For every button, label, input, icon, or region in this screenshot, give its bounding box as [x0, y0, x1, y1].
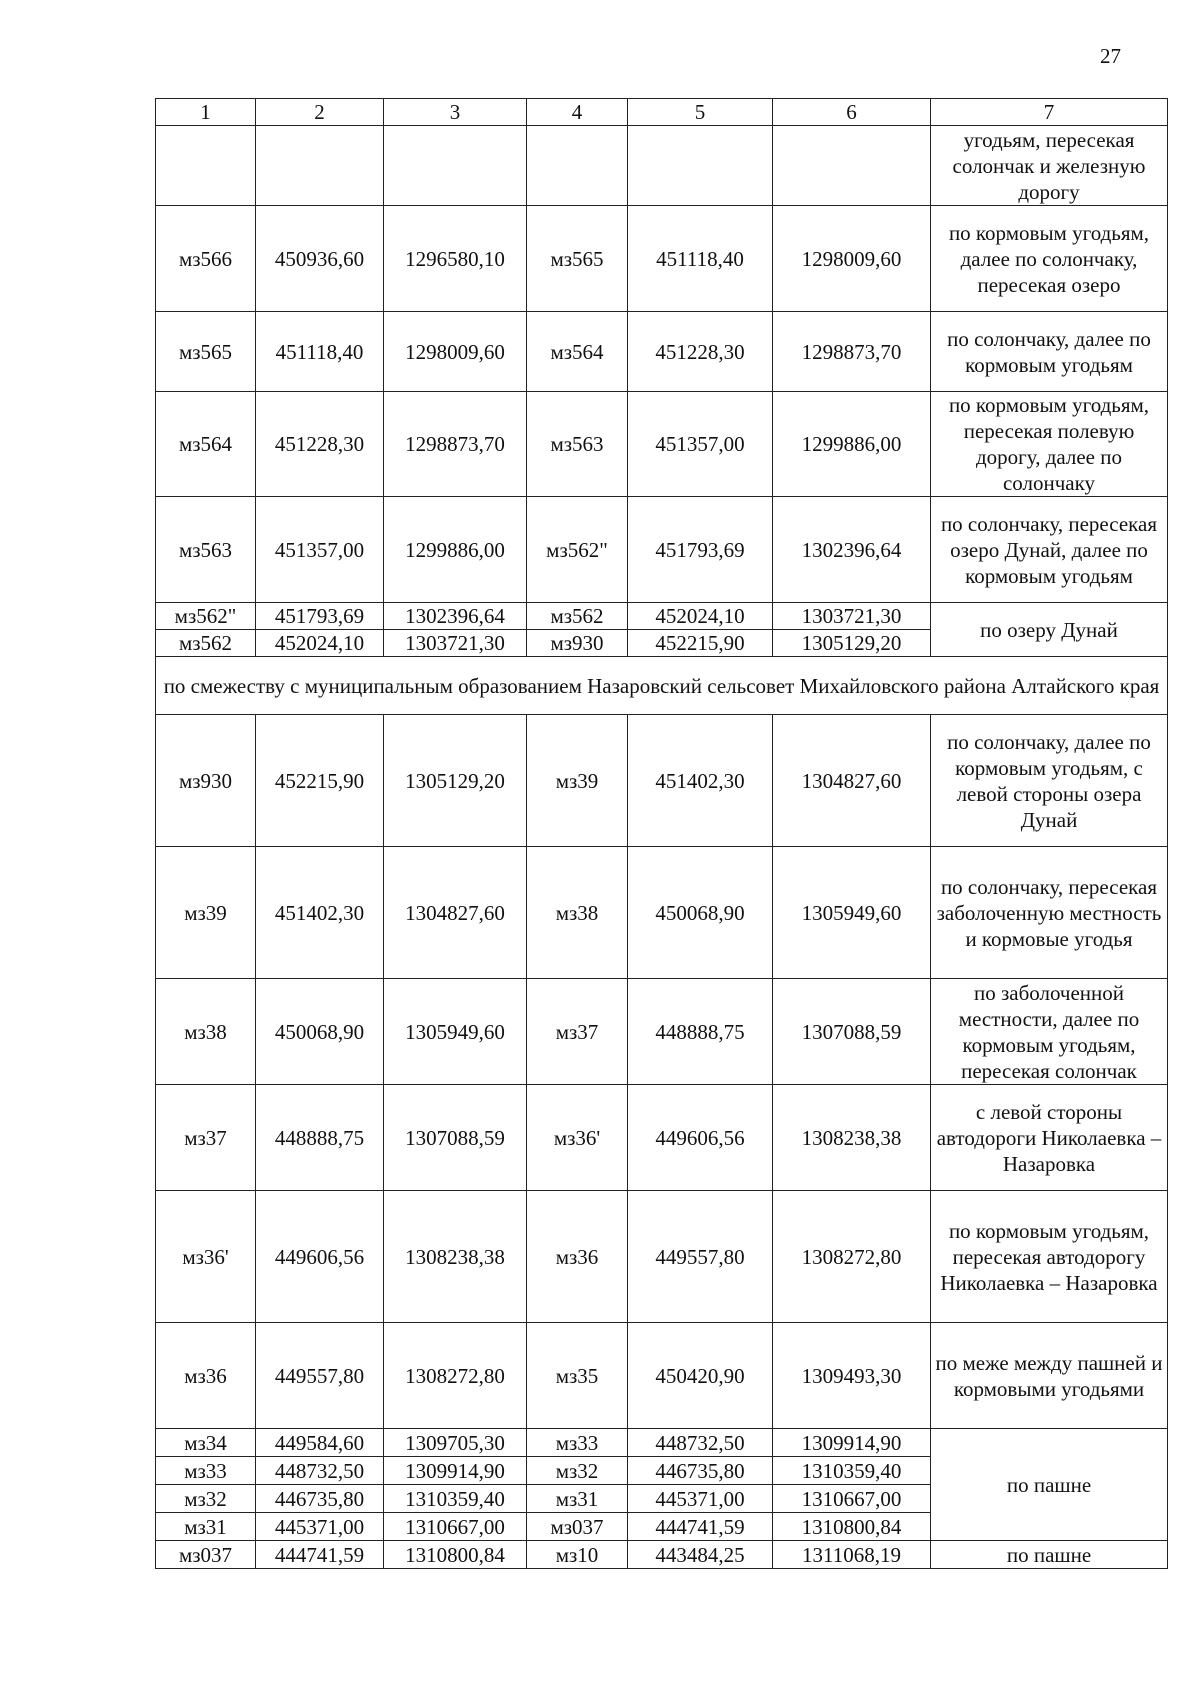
header-cell: 2	[256, 99, 384, 126]
x-from: 449584,60	[256, 1429, 384, 1457]
point-to: мз037	[527, 1513, 628, 1541]
point-to: мз31	[527, 1485, 628, 1513]
x-from	[256, 126, 384, 206]
x-to: 451357,00	[628, 392, 773, 497]
boundary-description: по солончаку, далее по кормовым угодьям, с левой стороны озера Дунай	[931, 715, 1168, 847]
y-from: 1302396,64	[384, 603, 527, 630]
x-from: 452024,10	[256, 630, 384, 657]
header-cell: 5	[628, 99, 773, 126]
point-from: мз36'	[156, 1191, 256, 1323]
x-from: 451228,30	[256, 392, 384, 497]
x-to: 448732,50	[628, 1429, 773, 1457]
y-to: 1309914,90	[773, 1429, 931, 1457]
table-row	[156, 392, 1168, 497]
point-to: мз36	[527, 1191, 628, 1323]
x-from: 445371,00	[256, 1513, 384, 1541]
y-to: 1299886,00	[773, 392, 931, 497]
y-to: 1309493,30	[773, 1323, 931, 1429]
point-from: мз31	[156, 1513, 256, 1541]
point-to: мз39	[527, 715, 628, 847]
boundary-description: по кормовым угодьям, пересекая полевую дорогу, далее по солончаку	[931, 392, 1168, 497]
y-from: 1308238,38	[384, 1191, 527, 1323]
y-from: 1299886,00	[384, 497, 527, 603]
y-from: 1308272,80	[384, 1323, 527, 1429]
y-to: 1310667,00	[773, 1485, 931, 1513]
point-from: мз566	[156, 206, 256, 312]
header-cell: 1	[156, 99, 256, 126]
x-from: 451118,40	[256, 312, 384, 392]
table-row	[156, 497, 1168, 603]
x-from: 450936,60	[256, 206, 384, 312]
table-row	[156, 1191, 1168, 1323]
y-to: 1304827,60	[773, 715, 931, 847]
boundary-description: по солончаку, пересекая озеро Дунай, далее по кормовым угодьям	[931, 497, 1168, 603]
point-from: мз930	[156, 715, 256, 847]
point-to: мз33	[527, 1429, 628, 1457]
header-cell: 4	[527, 99, 628, 126]
point-from: мз34	[156, 1429, 256, 1457]
x-from: 449557,80	[256, 1323, 384, 1429]
x-to: 452024,10	[628, 603, 773, 630]
header-cell: 3	[384, 99, 527, 126]
x-to: 449606,56	[628, 1085, 773, 1191]
point-to: мз564	[527, 312, 628, 392]
y-to: 1310800,84	[773, 1513, 931, 1541]
point-to: мз930	[527, 630, 628, 657]
point-to: мз35	[527, 1323, 628, 1429]
point-to: мз37	[527, 979, 628, 1085]
point-from: мз562"	[156, 603, 256, 630]
point-from: мз33	[156, 1457, 256, 1485]
point-from: мз565	[156, 312, 256, 392]
y-to: 1305949,60	[773, 847, 931, 979]
header-row	[156, 99, 1168, 126]
boundary-coordinates-table	[155, 98, 1168, 1569]
y-from: 1309705,30	[384, 1429, 527, 1457]
section-row	[156, 657, 1168, 715]
boundary-description: угодьям, пересекая солончак и железную дорогу	[931, 126, 1168, 206]
x-to: 446735,80	[628, 1457, 773, 1485]
point-from: мз037	[156, 1541, 256, 1569]
y-from: 1310359,40	[384, 1485, 527, 1513]
point-to: мз562"	[527, 497, 628, 603]
y-from: 1298873,70	[384, 392, 527, 497]
y-to: 1298873,70	[773, 312, 931, 392]
y-from: 1310667,00	[384, 1513, 527, 1541]
boundary-description: по кормовым угодьям, далее по солончаку, пересекая озеро	[931, 206, 1168, 312]
y-to: 1298009,60	[773, 206, 931, 312]
point-to: мз32	[527, 1457, 628, 1485]
point-from: мз36	[156, 1323, 256, 1429]
y-from: 1305949,60	[384, 979, 527, 1085]
x-to: 443484,25	[628, 1541, 773, 1569]
header-cell: 6	[773, 99, 931, 126]
table-row	[156, 715, 1168, 847]
header-cell: 7	[931, 99, 1168, 126]
x-from: 448732,50	[256, 1457, 384, 1485]
point-from: мз563	[156, 497, 256, 603]
y-to: 1303721,30	[773, 603, 931, 630]
point-to: мз10	[527, 1541, 628, 1569]
table-row	[156, 312, 1168, 392]
point-to: мз565	[527, 206, 628, 312]
x-to	[628, 126, 773, 206]
y-to: 1308272,80	[773, 1191, 931, 1323]
x-from: 452215,90	[256, 715, 384, 847]
x-from: 450068,90	[256, 979, 384, 1085]
y-to: 1308238,38	[773, 1085, 931, 1191]
y-to: 1307088,59	[773, 979, 931, 1085]
x-from: 444741,59	[256, 1541, 384, 1569]
point-from: мз38	[156, 979, 256, 1085]
x-from: 451357,00	[256, 497, 384, 603]
x-to: 445371,00	[628, 1485, 773, 1513]
point-to: мз562	[527, 603, 628, 630]
point-from: мз32	[156, 1485, 256, 1513]
boundary-description: по заболоченной местности, далее по кормовым угодьям, пересекая солончак	[931, 979, 1168, 1085]
y-from	[384, 126, 527, 206]
y-from: 1296580,10	[384, 206, 527, 312]
y-to: 1310359,40	[773, 1457, 931, 1485]
table-row	[156, 1085, 1168, 1191]
table-row	[156, 206, 1168, 312]
y-from: 1298009,60	[384, 312, 527, 392]
table-row	[156, 979, 1168, 1085]
y-from: 1309914,90	[384, 1457, 527, 1485]
y-from: 1310800,84	[384, 1541, 527, 1569]
page-number: 27	[1100, 44, 1121, 68]
table-row	[156, 603, 1168, 630]
point-from: мз562	[156, 630, 256, 657]
point-to: мз563	[527, 392, 628, 497]
x-to: 451402,30	[628, 715, 773, 847]
point-to: мз36'	[527, 1085, 628, 1191]
table-row	[156, 847, 1168, 979]
x-to: 444741,59	[628, 1513, 773, 1541]
boundary-description: по меже между пашней и кормовыми угодьями	[931, 1323, 1168, 1429]
y-to: 1311068,19	[773, 1541, 931, 1569]
boundary-description: по кормовым угодьям, пересекая автодорогу Николаевка – Назаровка	[931, 1191, 1168, 1323]
boundary-description: по пашне	[931, 1429, 1168, 1541]
x-from: 451402,30	[256, 847, 384, 979]
table-row	[156, 1429, 1168, 1457]
boundary-description: по озеру Дунай	[931, 603, 1168, 657]
table-row	[156, 1323, 1168, 1429]
table-row	[156, 1541, 1168, 1569]
table-row	[156, 126, 1168, 206]
point-from	[156, 126, 256, 206]
x-to: 450068,90	[628, 847, 773, 979]
x-from: 446735,80	[256, 1485, 384, 1513]
x-from: 449606,56	[256, 1191, 384, 1323]
x-to: 451118,40	[628, 206, 773, 312]
point-to	[527, 126, 628, 206]
x-to: 452215,90	[628, 630, 773, 657]
y-from: 1303721,30	[384, 630, 527, 657]
x-to: 451228,30	[628, 312, 773, 392]
boundary-description: по пашне	[931, 1541, 1168, 1569]
y-to: 1302396,64	[773, 497, 931, 603]
y-from: 1304827,60	[384, 847, 527, 979]
y-from: 1307088,59	[384, 1085, 527, 1191]
y-to	[773, 126, 931, 206]
x-from: 451793,69	[256, 603, 384, 630]
x-to: 451793,69	[628, 497, 773, 603]
boundary-description: по солончаку, пересекая заболоченную местность и кормовые угодья	[931, 847, 1168, 979]
point-to: мз38	[527, 847, 628, 979]
y-to: 1305129,20	[773, 630, 931, 657]
x-to: 449557,80	[628, 1191, 773, 1323]
point-from: мз564	[156, 392, 256, 497]
point-from: мз37	[156, 1085, 256, 1191]
y-from: 1305129,20	[384, 715, 527, 847]
x-from: 448888,75	[256, 1085, 384, 1191]
boundary-description: по солончаку, далее по кормовым угодьям	[931, 312, 1168, 392]
x-to: 450420,90	[628, 1323, 773, 1429]
boundary-description: с левой стороны автодороги Николаевка – Назаровка	[931, 1085, 1168, 1191]
section-note: по смежеству с муниципальным образованием Назаровский сельсовет Михайловского района Алтайского края	[156, 657, 1168, 715]
x-to: 448888,75	[628, 979, 773, 1085]
point-from: мз39	[156, 847, 256, 979]
